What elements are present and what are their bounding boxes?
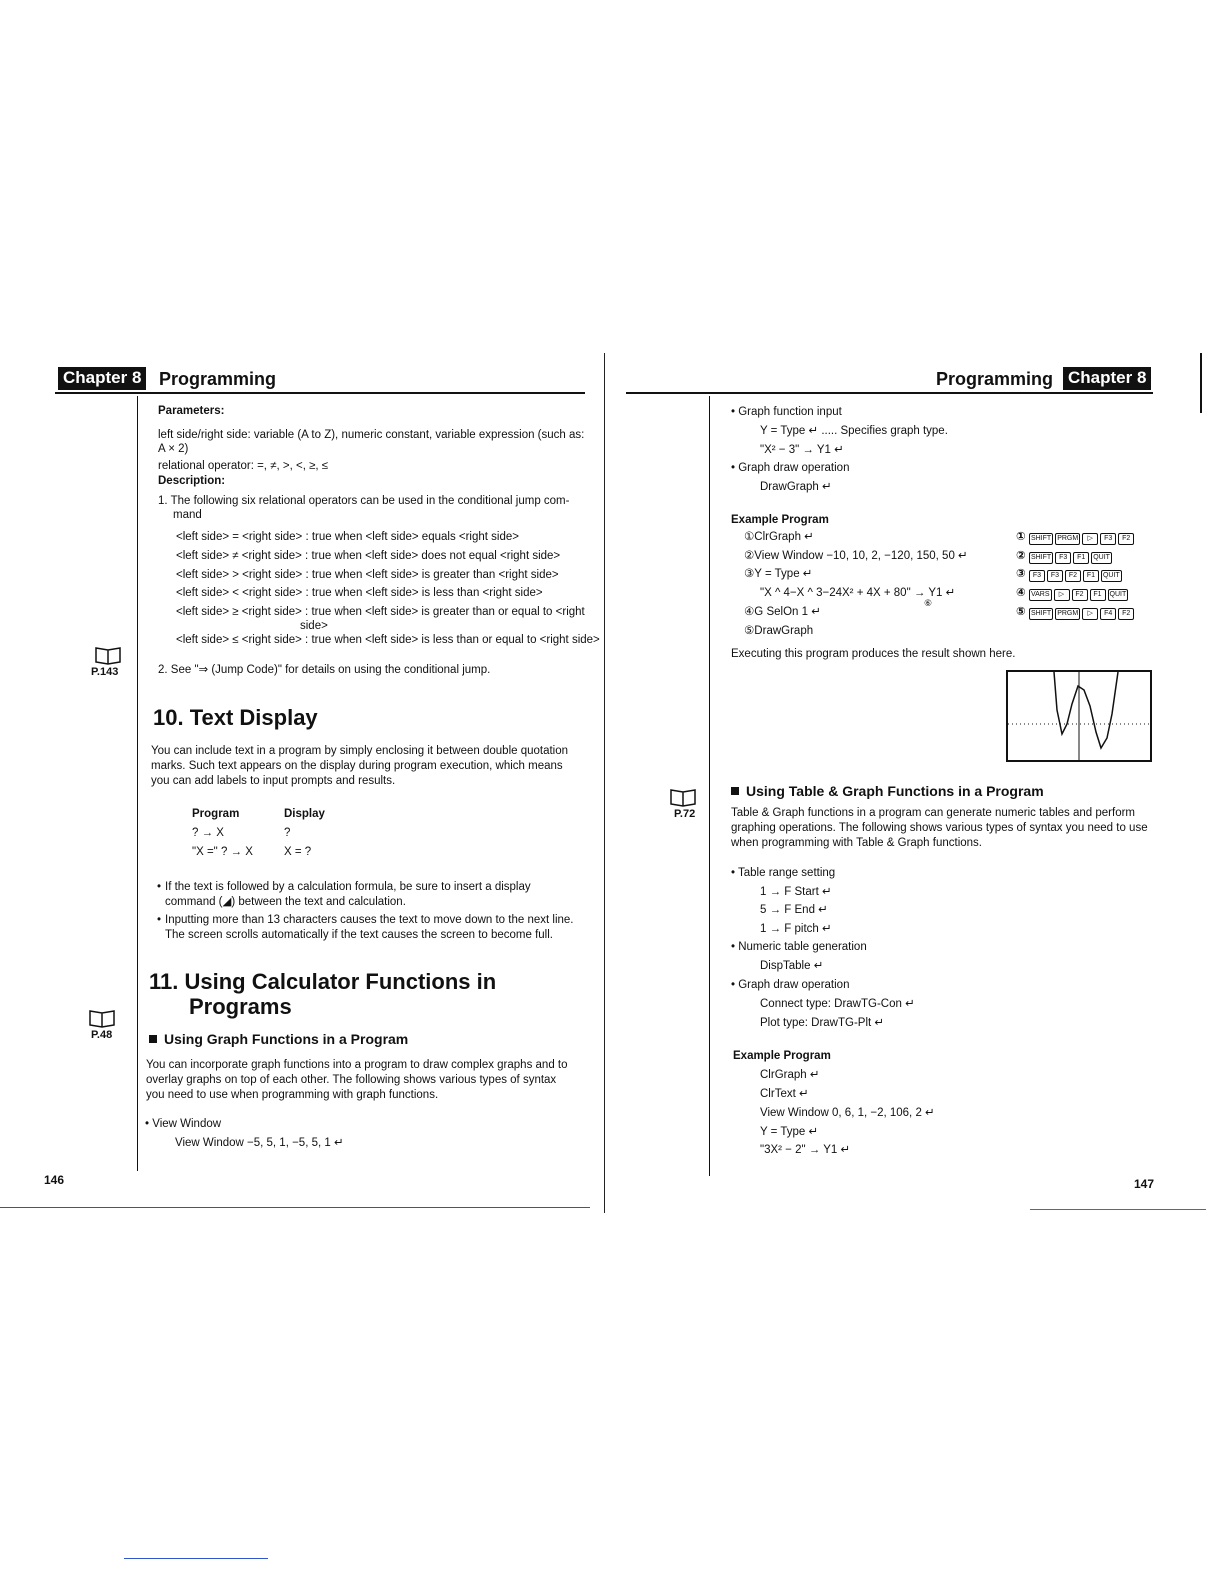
f2-key-icon: F2 bbox=[1072, 589, 1088, 601]
square-bullet-icon bbox=[731, 787, 739, 795]
graph-draw-line: DrawGraph ↵ bbox=[760, 481, 832, 493]
view-window-label: • View Window bbox=[145, 1118, 222, 1130]
key-sequence-1: ① SHIFT PRGM ▷ F3 F2 bbox=[1016, 530, 1136, 545]
description-label: Description: bbox=[158, 475, 226, 487]
example-line: ⑤DrawGraph bbox=[744, 625, 814, 637]
shift-key-icon: SHIFT bbox=[1029, 552, 1053, 564]
margin-rule-right bbox=[709, 396, 710, 1176]
page-spine bbox=[604, 353, 605, 1213]
table-range-line: 1 → F Start ↵ bbox=[760, 886, 832, 898]
quit-key-icon: QUIT bbox=[1091, 552, 1112, 564]
page-ref-p48: P.48 bbox=[91, 1029, 113, 1041]
example2-line: ClrText ↵ bbox=[760, 1088, 809, 1100]
shift-key-icon: SHIFT bbox=[1029, 533, 1053, 545]
chapter-badge-right: Chapter 8 bbox=[1063, 367, 1151, 390]
right-arrow-key-icon: ▷ bbox=[1082, 608, 1098, 620]
f1-key-icon: F1 bbox=[1090, 589, 1106, 601]
subheading-table-graph: Using Table & Graph Functions in a Program bbox=[731, 782, 1044, 800]
example2-line: View Window 0, 6, 1, −2, 106, 2 ↵ bbox=[760, 1107, 935, 1119]
prgm-key-icon: PRGM bbox=[1055, 608, 1080, 620]
quartic-curve bbox=[1054, 672, 1118, 748]
example2-line: ClrGraph ↵ bbox=[760, 1069, 820, 1081]
section-11-heading-b: Programs bbox=[189, 994, 292, 1019]
key-sequence-3: ③ F3 F3 F2 F1 QUIT bbox=[1016, 568, 1120, 580]
page-number-left: 146 bbox=[44, 1173, 65, 1187]
key-sequence-4: ④ VARS ▷ F2 F1 QUIT bbox=[1016, 587, 1127, 599]
table-cell-display: ? bbox=[284, 827, 291, 839]
header-rule-right bbox=[626, 392, 1153, 394]
graph-draw-label: • Graph draw operation bbox=[731, 462, 850, 474]
executing-note: Executing this program produces the result shown here. bbox=[731, 648, 1016, 660]
page-title-left: Programming bbox=[159, 369, 277, 389]
right-arrow-key-icon: ▷ bbox=[1082, 533, 1098, 545]
param-line2: A × 2) bbox=[158, 443, 189, 455]
example-line: ②View Window −10, 10, 2, −120, 150, 50 ↵ bbox=[744, 550, 968, 562]
relational-operators: relational operator: =, ≠, >, <, ≥, ≤ bbox=[158, 460, 329, 472]
example-program-label: Example Program bbox=[731, 514, 829, 526]
chapter-badge-left: Chapter 8 bbox=[58, 367, 146, 390]
f2-key-icon: F2 bbox=[1065, 570, 1081, 582]
f3-key-icon: F3 bbox=[1029, 570, 1045, 582]
table-header-display: Display bbox=[284, 808, 325, 820]
margin-rule-left bbox=[137, 396, 138, 1171]
operator-line: <left side> ≤ <right side> : true when <left side> is less than or equal to <right side> bbox=[176, 634, 600, 646]
shift-key-icon: SHIFT bbox=[1029, 608, 1053, 620]
page-title-right: Programming bbox=[936, 369, 1054, 389]
f3-key-icon: F3 bbox=[1055, 552, 1071, 564]
link-underline bbox=[124, 1558, 268, 1559]
graph-draw-line-2: Plot type: DrawTG-Plt ↵ bbox=[760, 1017, 885, 1029]
numeric-table-line: DispTable ↵ bbox=[760, 960, 824, 972]
graph-functions-paragraph: You can incorporate graph functions into a program to draw complex graphs and to overlay graphs on top of each other. The following shows various types of syntax you need to use when programming with graph functions. bbox=[146, 1059, 568, 1101]
prgm-key-icon: PRGM bbox=[1055, 533, 1080, 545]
bullet-dot: • bbox=[157, 914, 162, 926]
example-line: ①ClrGraph ↵ bbox=[744, 531, 814, 543]
operator-line: <left side> = <right side> : true when <left side> equals <right side> bbox=[176, 531, 519, 543]
quit-key-icon: QUIT bbox=[1101, 570, 1122, 582]
key-sequence-5: ⑤ SHIFT PRGM ▷ F4 F2 bbox=[1016, 605, 1136, 620]
quit-key-icon: QUIT bbox=[1108, 589, 1129, 601]
right-arrow-key-icon: ▷ bbox=[1054, 589, 1070, 601]
operator-line: <left side> > <right side> : true when <left side> is greater than <right side> bbox=[176, 569, 559, 581]
desc1-line-b: mand bbox=[173, 509, 202, 521]
example2-line: Y = Type ↵ bbox=[760, 1126, 819, 1138]
bottom-rule-left bbox=[0, 1207, 590, 1208]
example-line: ④G SelOn 1 ↵ bbox=[744, 606, 821, 618]
graph-function-input-line: "X² − 3" → Y1 ↵ bbox=[760, 444, 844, 456]
f1-key-icon: F1 bbox=[1073, 552, 1089, 564]
table-cell-display: X = ? bbox=[284, 846, 312, 858]
header-rule-left bbox=[55, 392, 585, 394]
bottom-rule-right bbox=[1030, 1209, 1206, 1210]
page-ref-p72: P.72 bbox=[674, 808, 696, 820]
graph-plot bbox=[1008, 672, 1150, 760]
table-range-label: • Table range setting bbox=[731, 867, 836, 879]
book-icon bbox=[89, 1008, 115, 1028]
edge-mark bbox=[1200, 353, 1202, 413]
desc1-line-a: 1. The following six relational operators can be used in the conditional jump com- bbox=[158, 495, 570, 507]
table-cell-program: ? → X bbox=[192, 827, 224, 839]
table-cell-program: "X =" ? → X bbox=[192, 846, 253, 858]
square-bullet-icon bbox=[149, 1035, 157, 1043]
f1-key-icon: F1 bbox=[1083, 570, 1099, 582]
table-range-line: 5 → F End ↵ bbox=[760, 904, 828, 916]
param-line1: left side/right side: variable (A to Z), numeric constant, variable expression (such as: bbox=[158, 429, 585, 441]
graph-function-input-line: Y = Type ↵ ..... Specifies graph type. bbox=[760, 425, 948, 437]
example-line: "X ^ 4−X ^ 3−24X² + 4X + 80" → Y1 ↵ bbox=[760, 587, 956, 599]
section-11-heading-a: 11. Using Calculator Functions in bbox=[149, 969, 497, 994]
graph-draw-label-2: • Graph draw operation bbox=[731, 979, 850, 991]
view-window-command: View Window −5, 5, 1, −5, 5, 1 ↵ bbox=[175, 1137, 344, 1149]
vars-key-icon: VARS bbox=[1029, 589, 1052, 601]
f3-key-icon: F3 bbox=[1047, 570, 1063, 582]
operator-line: <left side> ≥ <right side> : true when <left side> is greater than or equal to <right bbox=[176, 606, 585, 618]
graph-function-input-label: • Graph function input bbox=[731, 406, 842, 418]
example-line: ③Y = Type ↵ bbox=[744, 568, 813, 580]
book-icon bbox=[95, 645, 121, 665]
example2-line: "3X² − 2" → Y1 ↵ bbox=[760, 1144, 851, 1156]
table-header-program: Program bbox=[192, 808, 240, 820]
section-10-heading: 10. Text Display bbox=[153, 705, 318, 730]
page-number-right: 147 bbox=[1134, 1177, 1155, 1191]
table-graph-paragraph: Table & Graph functions in a program can generate numeric tables and perform graphing operations. The following shows various types of syntax you need to use when programming with Table & Graph functions. bbox=[731, 807, 1148, 849]
bullet-dot: • bbox=[157, 881, 162, 893]
page-ref-p143: P.143 bbox=[91, 666, 119, 678]
desc2: 2. See "⇒ (Jump Code)" for details on using the conditional jump. bbox=[158, 664, 491, 676]
key-marker: ⑥ bbox=[924, 598, 933, 608]
example-program-label-2: Example Program bbox=[733, 1050, 831, 1062]
bullet-text-2: Inputting more than 13 characters causes the text to move down to the next line. The screen scrolls automatically if the text causes the screen to become full. bbox=[165, 914, 574, 941]
numeric-table-label: • Numeric table generation bbox=[731, 941, 867, 953]
bullet-text-1: If the text is followed by a calculation formula, be sure to insert a display command (◢) between the text and calculation. bbox=[165, 881, 531, 908]
f2-key-icon: F2 bbox=[1118, 608, 1134, 620]
section-10-paragraph: You can include text in a program by simply enclosing it between double quotation marks. Such text appears on the display during program execution, which means you can add labels to input prompts and results. bbox=[151, 745, 569, 787]
table-range-line: 1 → F pitch ↵ bbox=[760, 923, 832, 935]
book-icon bbox=[670, 787, 696, 807]
graph-display bbox=[1006, 670, 1152, 762]
operator-line-wrap: side> bbox=[300, 620, 328, 632]
parameters-label: Parameters: bbox=[158, 405, 225, 417]
subheading-graph-functions: Using Graph Functions in a Program bbox=[149, 1030, 408, 1048]
graph-draw-line-2: Connect type: DrawTG-Con ↵ bbox=[760, 998, 915, 1010]
f2-key-icon: F2 bbox=[1118, 533, 1134, 545]
operator-line: <left side> < <right side> : true when <left side> is less than <right side> bbox=[176, 587, 543, 599]
f4-key-icon: F4 bbox=[1100, 608, 1116, 620]
operator-line: <left side> ≠ <right side> : true when <left side> does not equal <right side> bbox=[176, 550, 561, 562]
key-sequence-2: ② SHIFT F3 F1 QUIT bbox=[1016, 550, 1110, 562]
f3-key-icon: F3 bbox=[1100, 533, 1116, 545]
